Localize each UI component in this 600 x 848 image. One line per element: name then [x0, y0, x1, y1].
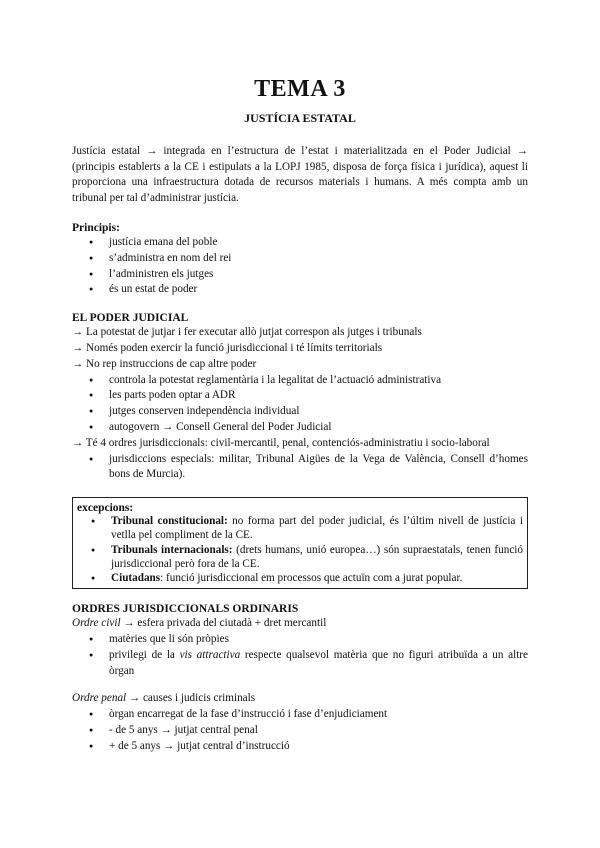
poder-list [72, 373, 528, 436]
item-italic: vis attractiva [179, 648, 241, 661]
item-text: (drets humans, unió europea…) són supraestatals, tenen funció jurisdiccional però fora de la CE. [111, 543, 523, 570]
excepcions-heading: excepcions: [77, 502, 134, 515]
list-item: ● autogovern → Consell General del Poder Judicial [109, 420, 528, 436]
page-subtitle: JUSTÍCIA ESTATAL [244, 111, 356, 125]
spacer [72, 679, 528, 691]
list-item: ● justícia emana del poble [109, 235, 528, 251]
item-text: : funció jurisdiccional em processos que actuïn com a jurat popular. [160, 571, 463, 584]
intro-paragraph: Justícia estatal → integrada en l’estructura de l’estat i materialitzada en el Poder Judicial → (principis establerts a la CE i estipulats a la LOPJ 1985, disposa de força física i jurídica), aquest li proporciona una infraestructura dotada de recursos materials i humans. A més compta amb un tribunal per tal d’administrar justícia. [72, 145, 528, 204]
document-page [72, 70, 528, 755]
ordres-heading: ORDRES JURISDICCIONALS ORDINARIS [72, 603, 299, 616]
ordre-civil-text: → esfera privada del ciutadà + dret mercantil [120, 617, 327, 630]
ordre-penal-label: Ordre penal [72, 692, 127, 705]
excepcions-box [72, 497, 528, 589]
list-item: ● l’administren els jutges [109, 267, 528, 283]
list-item: ● matèries que li són pròpies [109, 632, 528, 648]
list-item [111, 571, 523, 585]
page-title: TEMA 3 [254, 76, 346, 102]
poder-line: → No rep instruccions de cap altre poder [72, 357, 257, 370]
principis-list [72, 235, 528, 298]
list-item: ● òrgan encarregat de la fase d’instrucció i fase d’enjudiciament [109, 707, 528, 723]
list-item [111, 543, 523, 571]
poder-line: → La potestat de jutjar i fer executar allò jutjat correspon als jutges i tribunals [72, 326, 422, 339]
list-item: ● + de 5 anys → jutjat central d’instrucció [109, 739, 528, 755]
ordre-penal-list [72, 707, 528, 754]
poder-line: → Només poden exercir la funció jurisdiccional i té límits territorials [72, 341, 383, 354]
item-text: no forma part del poder judicial, és l’últim nivell de justícia i vetlla pel compliment de la CE. [111, 515, 523, 542]
poder-line: → Té 4 ordres jurisdiccionals: civil-mercantil, penal, contenciós-administratiu i socio-laboral [72, 436, 490, 449]
item-bold: Ciutadans [111, 571, 161, 584]
jurisdiccions-list [72, 452, 528, 484]
list-item: ● s’administra en nom del rei [109, 251, 528, 267]
ordre-civil-list [72, 632, 528, 679]
list-item [111, 514, 523, 542]
list-item: ● és un estat de poder [109, 282, 528, 298]
item-bold: Tribunal constitucional: [111, 515, 228, 528]
principis-heading: Principis: [72, 222, 120, 234]
list-item: ● jutges conserven independència individual [109, 404, 528, 420]
item-text: privilegi de la [109, 648, 180, 661]
ordre-penal-line [72, 691, 528, 707]
list-item: ● controla la potestat reglamentària i la legalitat de l’actuació administrativa [109, 373, 528, 389]
list-item [109, 648, 528, 680]
ordre-penal-text: → causes i judicis criminals [126, 692, 256, 705]
poder-judicial-heading: EL PODER JUDICIAL [72, 312, 189, 325]
list-item: ● jurisdiccions especials: militar, Tribunal Aigües de la Vega de València, Consell d’homes bons de Murcia). [109, 452, 528, 484]
excepcions-list [77, 514, 523, 585]
item-text: respecte qualsevol matèria que no figuri atribuïda a un altre òrgan [109, 648, 528, 677]
ordre-civil-line [72, 616, 528, 632]
list-item: ● les parts poden optar a ADR [109, 388, 528, 404]
ordre-civil-label: Ordre civil [72, 617, 121, 630]
list-item: ● - de 5 anys → jutjat central penal [109, 723, 528, 739]
item-bold: Tribunals internacionals: [111, 543, 233, 556]
